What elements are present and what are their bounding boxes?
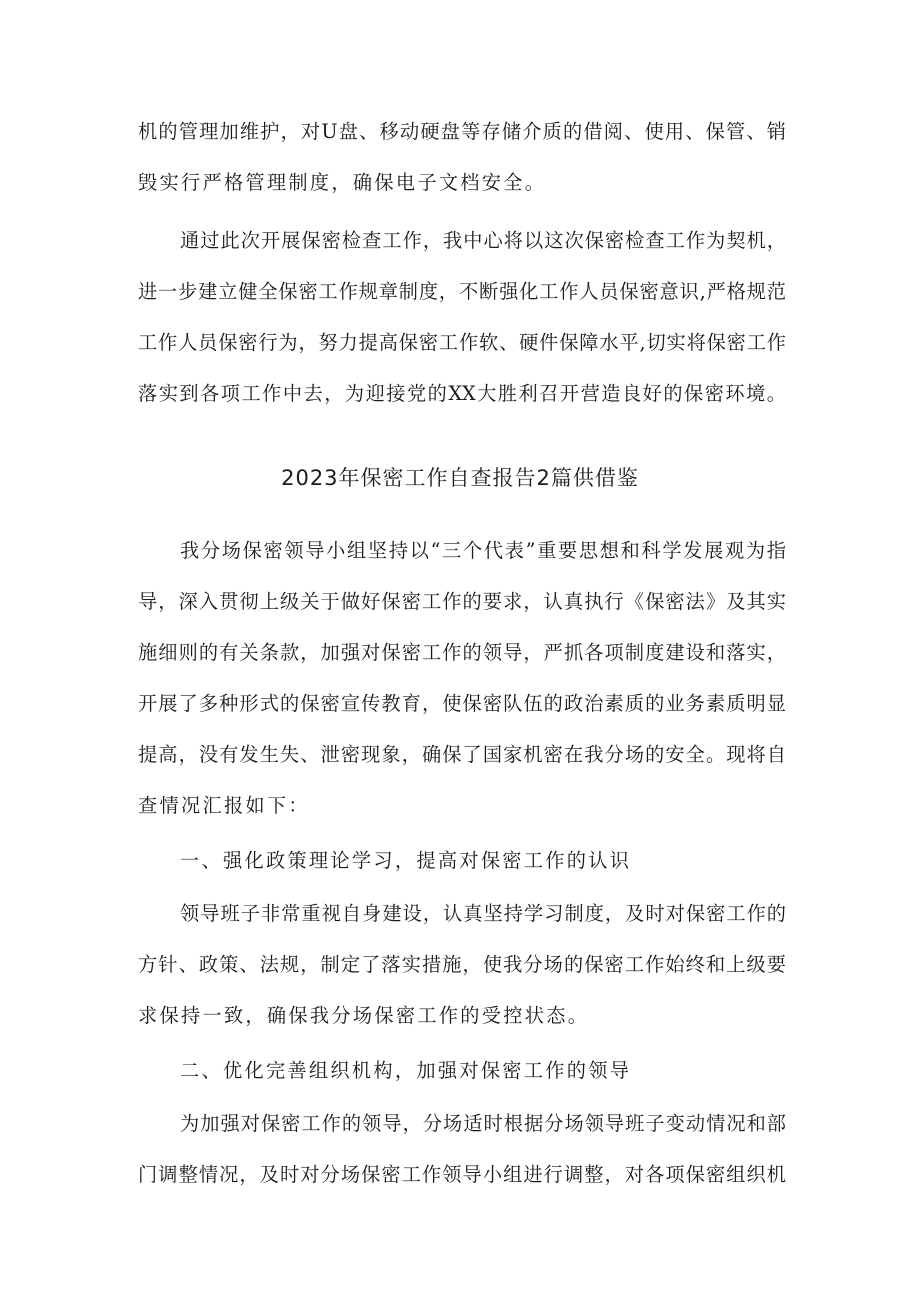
paragraph-line: 毁实行严格管理制度，确保电子文档安全。 xyxy=(138,171,547,194)
paragraph-line: 施细则的有关条款，加强对保密工作的领导，严抓各项制度建设和落实， xyxy=(138,641,786,664)
section-heading: 二、优化完善组织机构，加强对保密工作的领导 xyxy=(180,1059,632,1082)
paragraph-line: 门调整情况，及时对分场保密工作领导小组进行调整，对各项保密组织机 xyxy=(138,1163,786,1186)
paragraph-line: 导，深入贯彻上级关于做好保密工作的要求，认真执行《保密法》及其实 xyxy=(138,590,786,613)
paragraph-line: 查情况汇报如下： xyxy=(138,794,310,817)
paragraph-line: 为加强对保密工作的领导，分场适时根据分场领导班子变动情况和部 xyxy=(180,1112,786,1135)
paragraph-line: 领导班子非常重视自身建设，认真坚持学习制度，及时对保密工作的 xyxy=(180,902,786,925)
paragraph-line: 提高，没有发生失、泄密现象，确保了国家机密在我分场的安全。现将自 xyxy=(138,743,786,766)
paragraph-line: 开展了多种形式的保密宣传教育，使保密队伍的政治素质的业务素质明显 xyxy=(138,692,786,715)
paragraph-line: 进一步建立健全保密工作规章制度，不断强化工作人员保密意识,严格规范 xyxy=(138,280,786,303)
paragraph-line: 我分场保密领导小组坚持以“三个代表”重要思想和科学发展观为指 xyxy=(180,539,786,562)
paragraph-line: 求保持一致，确保我分场保密工作的受控状态。 xyxy=(138,1004,590,1027)
paragraph-line: 工作人员保密行为，努力提高保密工作软、硬件保障水平,切实将保密工作 xyxy=(138,331,786,354)
paragraph-line: 方针、政策、法规，制定了落实措施，使我分场的保密工作始终和上级要 xyxy=(138,953,786,976)
section-heading: 一、强化政策理论学习，提高对保密工作的认识 xyxy=(180,849,632,872)
paragraph-line: 机的管理加维护，对U盘、移动硬盘等存储介质的借阅、使用、保管、销 xyxy=(138,120,786,143)
paragraph-line: 落实到各项工作中去，为迎接党的XX大胜利召开营造良好的保密环境。 xyxy=(138,382,786,405)
paragraph-line: 通过此次开展保密检查工作，我中心将以这次保密检查工作为契机， xyxy=(180,229,786,252)
document-title: 2023年保密工作自查报告2篇供借鉴 xyxy=(281,466,639,490)
